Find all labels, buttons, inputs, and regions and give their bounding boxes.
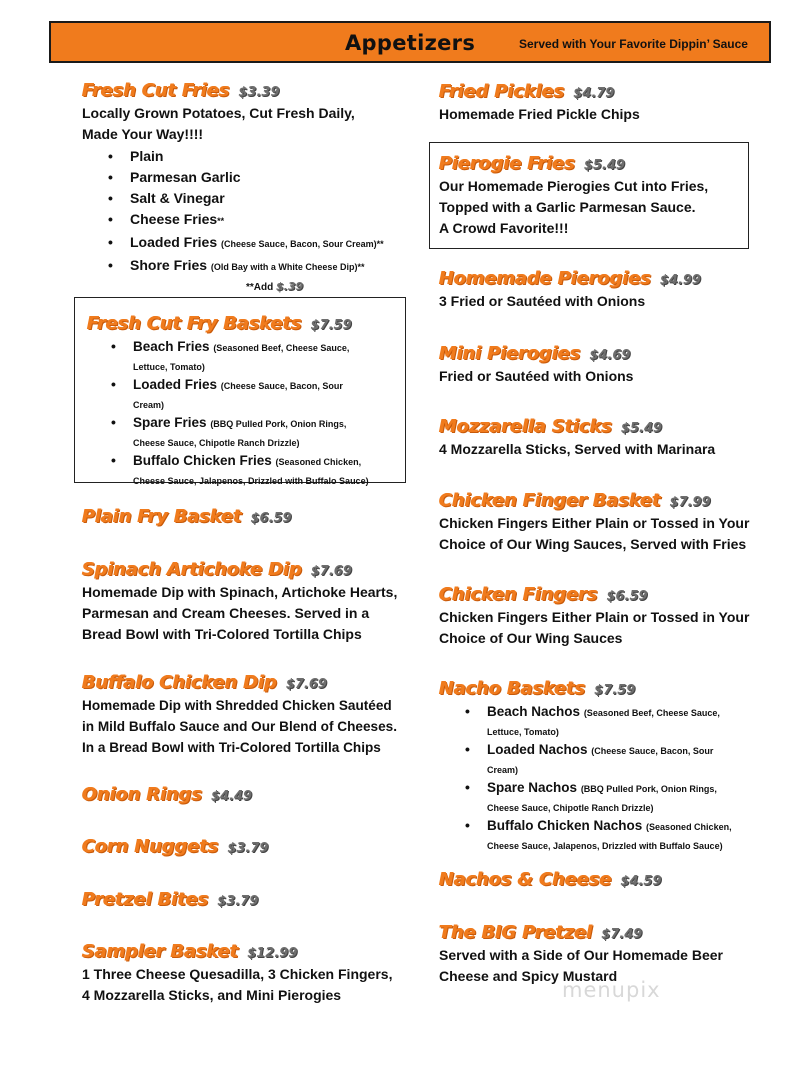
item-price: $4.59 — [620, 874, 662, 889]
add-on-note: **Add $.39 — [246, 280, 304, 293]
list-item: • Spare Nachos (BBQ Pulled Pork, Onion Rings, Cheese Sauce, Chipotle Ranch Drizzle) — [487, 779, 769, 817]
item-price: $4.69 — [589, 348, 631, 363]
header-subtitle: Served with Your Favorite Dippin’ Sauce — [519, 37, 748, 51]
item-name: Fresh Cut Fries — [82, 80, 230, 101]
menu-item-pretzel-bites — [82, 889, 258, 910]
item-name: Pierogie Fries — [439, 153, 575, 174]
menu-item-nacho-baskets — [439, 678, 769, 855]
menu-item-mozzarella-sticks — [439, 416, 769, 460]
list-item: • Buffalo Chicken Fries (Seasoned Chicken, Cheese Sauce, Jalapenos, Drizzled with Buffalo Sauce) — [133, 452, 405, 490]
item-name: Nacho Baskets — [439, 678, 586, 699]
item-description: Homemade Dip with Shredded Chicken Sautéed in Mild Buffalo Sauce and Our Blend of Cheeses. In a Bread Bowl with Tri-Colored Tortilla Chips — [82, 698, 397, 755]
item-name: Chicken Fingers — [439, 584, 598, 605]
item-price: $5.49 — [620, 421, 663, 436]
list-item: • Loaded Fries (Cheese Sauce, Bacon, Sour Cream) — [133, 376, 405, 414]
item-description: Our Homemade Pierogies Cut into Fries, Topped with a Garlic Parmesan Sauce. A Crowd Favorite!!! — [439, 178, 709, 236]
menu-item-fried-pickles — [439, 81, 769, 125]
menu-item-mini-pierogies — [439, 343, 769, 387]
list-item: • Parmesan Garlic — [130, 167, 402, 188]
menu-item-nachos-cheese — [439, 869, 662, 890]
nacho-baskets-list — [439, 703, 769, 855]
item-name: Nachos & Cheese — [439, 869, 612, 890]
item-price: $4.99 — [659, 273, 701, 288]
item-price: $3.79 — [217, 894, 259, 909]
item-price: $7.59 — [594, 683, 636, 698]
list-item: • Spare Fries (BBQ Pulled Pork, Onion Rings, Cheese Sauce, Chipotle Ranch Drizzle) — [133, 414, 405, 452]
page-title: Appetizers — [345, 31, 476, 55]
item-price: $3.79 — [227, 841, 269, 856]
fry-baskets-list — [75, 338, 405, 490]
menu-item-chicken-fingers — [439, 584, 769, 649]
item-name: Fresh Cut Fry Baskets — [87, 313, 302, 334]
list-item: • Beach Nachos (Seasoned Beef, Cheese Sauce, Lettuce, Tomato) — [487, 703, 769, 741]
menu-item-fresh-cut-fries — [82, 80, 402, 293]
item-description: Homemade Fried Pickle Chips — [439, 106, 640, 122]
item-description: 3 Fried or Sautéed with Onions — [439, 293, 646, 309]
menu-item-homemade-pierogies — [439, 268, 769, 312]
list-item: • Loaded Nachos (Cheese Sauce, Bacon, Sour Cream) — [487, 741, 769, 779]
item-name: Mini Pierogies — [439, 343, 581, 364]
item-price: $4.49 — [210, 789, 253, 804]
item-name: Pretzel Bites — [82, 889, 209, 910]
item-price: $7.69 — [285, 677, 327, 692]
item-price: $6.59 — [606, 589, 648, 604]
item-name: Mozzarella Sticks — [439, 416, 612, 437]
item-name: Plain Fry Basket — [82, 506, 242, 527]
item-name: Corn Nuggets — [82, 836, 219, 857]
header-banner — [49, 21, 771, 63]
item-name: Onion Rings — [82, 784, 202, 805]
item-price: $7.49 — [601, 927, 643, 942]
list-item: • Salt & Vinegar — [130, 188, 402, 209]
item-description: 4 Mozzarella Sticks, Served with Marinara — [439, 441, 716, 457]
item-description: Fried or Sautéed with Onions — [439, 368, 634, 384]
fry-baskets-box — [74, 297, 406, 486]
item-price: $6.59 — [250, 511, 292, 526]
item-name: Spinach Artichoke Dip — [82, 559, 302, 580]
list-item: • Shore Fries (Old Bay with a White Cheese Dip)** — [130, 255, 402, 278]
item-price: $5.49 — [583, 158, 625, 173]
item-description: Homemade Dip with Spinach, Artichoke Hearts, Parmesan and Cream Cheeses. Served in a Bread Bowl with Tri-Colored Tortilla Chips — [82, 584, 398, 642]
watermark: menupix — [562, 978, 661, 1002]
item-name: Sampler Basket — [82, 941, 239, 962]
menu-item-plain-fry-basket — [82, 506, 292, 527]
list-item: • Cheese Fries** — [130, 209, 402, 232]
list-item: • Plain — [130, 146, 402, 167]
item-price: $3.39 — [238, 85, 280, 100]
item-price: $12.99 — [247, 946, 298, 961]
item-name: Buffalo Chicken Dip — [82, 672, 277, 693]
item-description: Chicken Fingers Either Plain or Tossed in Your Choice of Our Wing Sauces — [439, 609, 750, 646]
menu-item-chicken-finger-basket — [439, 490, 769, 555]
item-name: The BIG Pretzel — [439, 922, 593, 943]
item-description: Served with a Side of Our Homemade Beer Cheese and Spicy Mustard — [439, 947, 723, 984]
list-item: • Beach Fries (Seasoned Beef, Cheese Sauce, Lettuce, Tomato) — [133, 338, 405, 376]
menu-item-corn-nuggets — [82, 836, 268, 857]
item-price: $7.99 — [669, 495, 711, 510]
list-item: • Buffalo Chicken Nachos (Seasoned Chicken, Cheese Sauce, Jalapenos, Drizzled with Buffalo Sauce) — [487, 817, 769, 855]
menu-item-onion-rings — [82, 784, 252, 805]
pierogie-fries-box — [429, 142, 749, 249]
item-description: Chicken Fingers Either Plain or Tossed in Your Choice of Our Wing Sauces, Served with Fries — [439, 515, 750, 552]
item-description: 1 Three Cheese Quesadilla, 3 Chicken Fingers, 4 Mozzarella Sticks, and Mini Pierogies — [82, 966, 393, 1003]
list-item: • Loaded Fries (Cheese Sauce, Bacon, Sour Cream)** — [130, 232, 402, 255]
item-price: $4.79 — [573, 86, 615, 101]
item-name: Homemade Pierogies — [439, 268, 651, 289]
item-description: Locally Grown Potatoes, Cut Fresh Daily, Made Your Way!!!! — [82, 105, 355, 142]
menu-item-buffalo-dip — [82, 672, 402, 758]
item-price: $7.59 — [310, 318, 352, 333]
fries-options-list — [82, 146, 402, 278]
item-name: Chicken Finger Basket — [439, 490, 661, 511]
item-price: $7.69 — [310, 564, 352, 579]
menu-item-spinach-dip — [82, 559, 402, 645]
menu-item-sampler — [82, 941, 402, 1006]
item-name: Fried Pickles — [439, 81, 565, 102]
